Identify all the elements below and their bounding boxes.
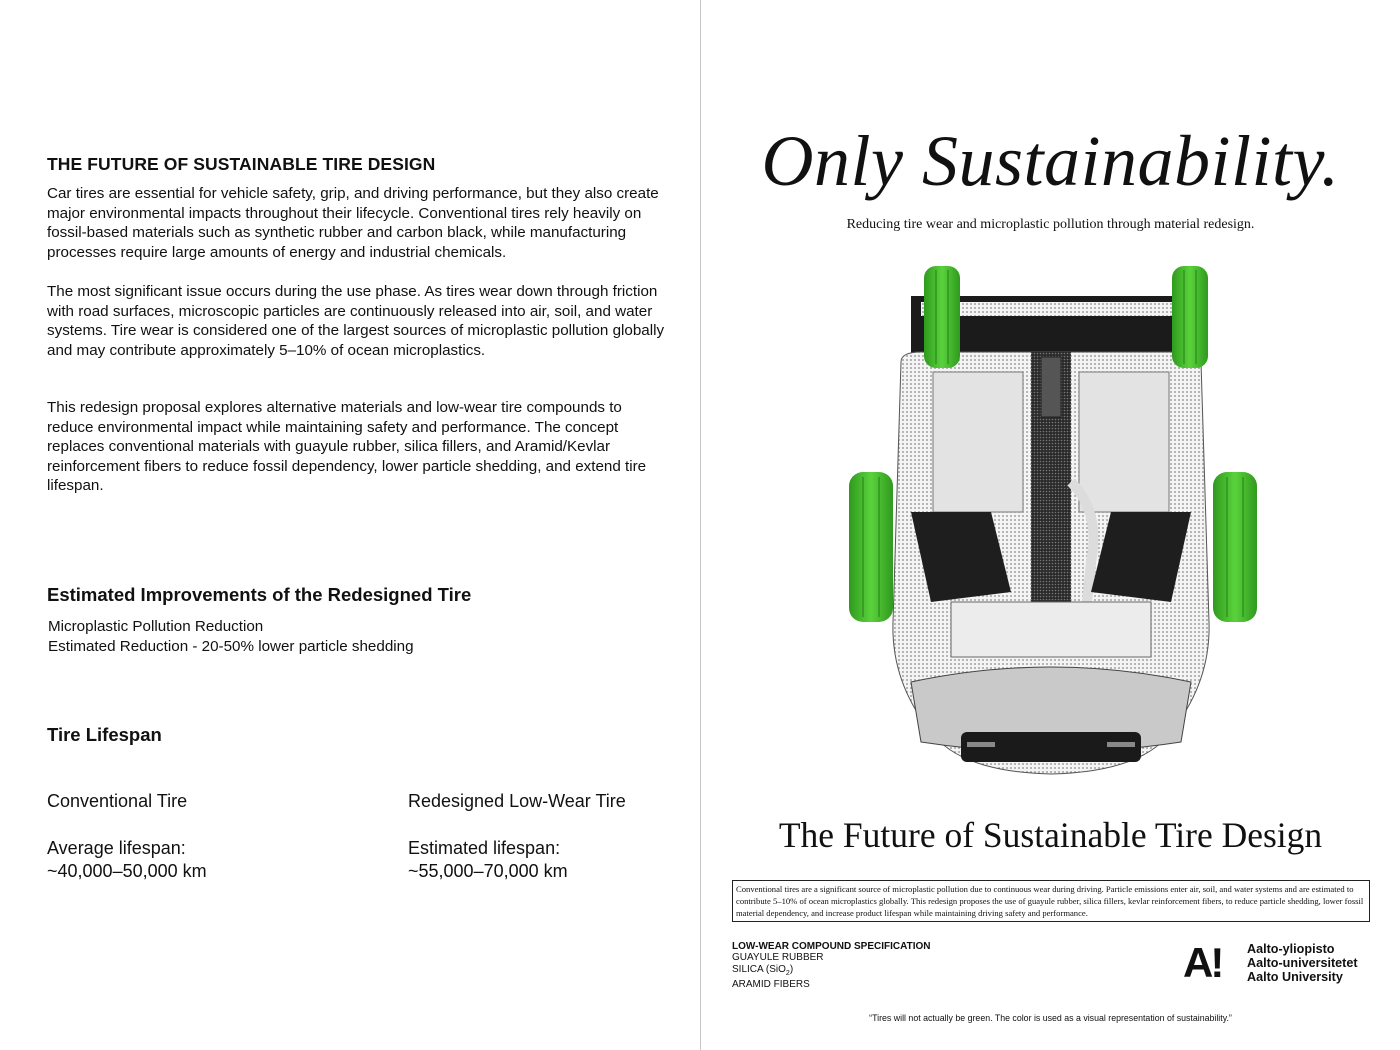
poster-main-title: The Future of Sustainable Tire Design xyxy=(778,815,1323,855)
front-left-tire xyxy=(849,472,893,622)
conventional-lifespan-value: ~40,000–50,000 km xyxy=(47,861,207,881)
front-right-tire xyxy=(1213,472,1257,622)
spec-silica-subscript: 2 xyxy=(785,969,790,977)
footnote: “Tires will not actually be green. The color is used as a visual representation of sustainability.” xyxy=(869,1013,1232,1023)
compound-specification xyxy=(732,941,931,991)
conventional-lifespan-label: Average lifespan: xyxy=(47,838,186,858)
redesigned-tire-name: Redesigned Low-Wear Tire xyxy=(408,791,626,811)
floor-panel-right xyxy=(1079,372,1169,512)
redesigned-lifespan-value: ~55,000–70,000 km xyxy=(408,861,568,881)
lifespan-heading: Tire Lifespan xyxy=(47,724,162,745)
spec-title: LOW-WEAR COMPOUND SPECIFICATION xyxy=(732,941,931,952)
fog-light-right xyxy=(1107,742,1135,747)
fog-light-left xyxy=(967,742,995,747)
spec-item-silica xyxy=(732,964,931,979)
redesigned-lifespan-label: Estimated lifespan: xyxy=(408,838,561,858)
improvement-item: Microplastic Pollution Reduction xyxy=(48,618,264,635)
spec-silica-text: SILICA (SiO xyxy=(732,963,786,975)
use-phase-paragraph: The most significant issue occurs during the use phase. As tires wear down through friction with road surfaces, microscopic particles are continuously released into air, soil, and water systems. Tire wear is considered one of the largest sources of microplastic pollution globally and may contribute approximately 5–10% of ocean microplastics. xyxy=(47,283,665,359)
logo-line-swedish: Aalto-universitetet xyxy=(1247,956,1358,971)
logo-line-finnish: Aalto-yliopisto xyxy=(1247,942,1335,956)
redesigned-tire-column xyxy=(408,790,708,883)
poster-subtitle: Reducing tire wear and microplastic pollution through material redesign. xyxy=(846,217,1255,232)
aalto-logo-text xyxy=(1247,942,1358,985)
right-page-poster xyxy=(701,0,1400,1050)
rear-left-tire xyxy=(924,266,960,368)
proposal-paragraph: This redesign proposal explores alternative materials and low-wear tire compounds to reduce environmental impact while maintaining safety and performance. The concept replaces conventional materials with guayule rubber, silica fillers, and Aramid/Kevlar reinforcement fibers to reduce fossil dependency, lower particle shedding, and extend tire lifespan. xyxy=(47,399,647,494)
subframe xyxy=(951,602,1151,657)
conventional-tire-column xyxy=(47,790,347,883)
improvements-heading: Estimated Improvements of the Redesigned Tire xyxy=(47,584,472,605)
logo-line-english: Aalto University xyxy=(1247,970,1343,985)
conventional-tire-name: Conventional Tire xyxy=(47,791,188,811)
floor-panel-left xyxy=(933,372,1023,512)
transmission xyxy=(1041,357,1061,417)
spec-item-guayule: GUAYULE RUBBER xyxy=(732,952,824,964)
improvement-detail: Estimated Reduction - 20-50% lower particle shedding xyxy=(48,638,414,655)
aalto-logo-mark: A! xyxy=(1183,939,1222,986)
spec-silica-close: ) xyxy=(789,963,794,975)
poster-title: Only Sustainability. xyxy=(761,121,1340,201)
intro-paragraph: Car tires are essential for vehicle safety, grip, and driving performance, but they also create major environmental impacts throughout their lifecycle. Conventional tires rely heavily on fossil-based materials such as synthetic rubber and carbon black, while manufacturing processes require large amounts of energy and industrial chemicals. xyxy=(47,185,659,261)
rear-right-tire xyxy=(1172,266,1208,368)
spec-item-aramid: ARAMID FIBERS xyxy=(732,979,810,991)
intro-heading: THE FUTURE OF SUSTAINABLE TIRE DESIGN xyxy=(47,154,436,174)
info-box: Conventional tires are a significant source of microplastic pollution due to continuous wear during driving. Particle emissions enter air, soil, and water systems and are estimated to contribute 5–10% of ocean microplastics globally. This redesign proposes the use of guayule rubber, silica fillers, kevlar reinforcement fibers, to reduce particle shedding, lower fossil material dependency, and increase product lifespan while maintaining driving safety and performance. xyxy=(732,880,1370,922)
car-underside-illustration xyxy=(841,262,1261,792)
aalto-university-logo xyxy=(1183,939,1373,986)
